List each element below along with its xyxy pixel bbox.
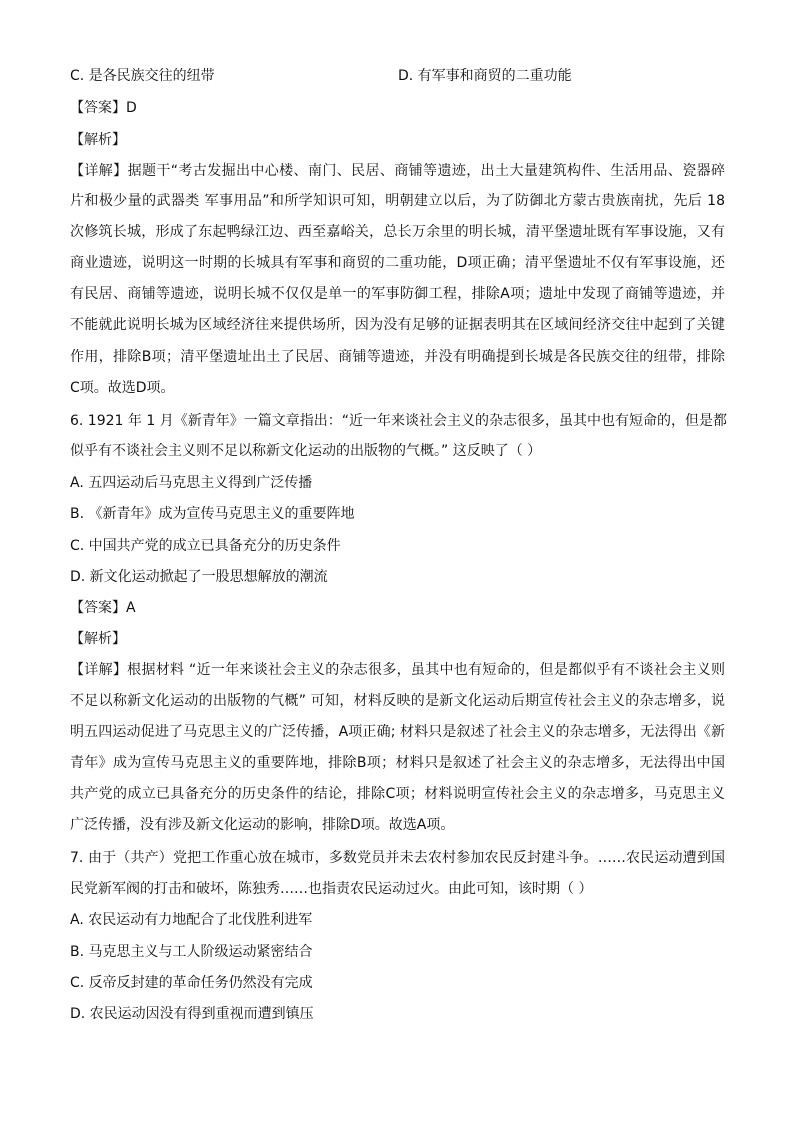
q5-answer: 【答案】D <box>70 100 137 116</box>
q5-option-d: D. 有军事和商贸的二重功能 <box>398 68 572 84</box>
q6-option-b: B. 《新青年》成为宣传马克思主义的重要阵地 <box>70 506 355 522</box>
q5-detail-line: 次修筑长城，形成了东起鸭绿江边、西至嘉峪关，总长万余里的明长城，清平堡遗址既有军事设施，又有 <box>70 224 725 240</box>
q6-option-c: C. 中国共产党的成立已具备充分的历史条件 <box>70 538 341 554</box>
q5-detail-line: 片和极少量的武器类 军事用品”和所学知识可知，明朝建立以后，为了防御北方蒙古贵族南扰，先后 18 <box>70 193 725 209</box>
q6-stem-line: 6. 1921 年 1 月《新青年》一篇文章指出：“近一年来谈社会主义的杂志很多，虽其中也有短命的，但是都 <box>70 413 727 429</box>
q6-answer: 【答案】A <box>70 600 136 616</box>
q7-option-b: B. 马克思主义与工人阶级运动紧密结合 <box>70 944 313 960</box>
q7-option-a: A. 农民运动有力地配合了北伐胜利进军 <box>70 912 313 928</box>
q7-stem-line: 7. 由于（共产）党把工作重心放在城市，多数党员并未去农村参加农民反封建斗争。……农民运动遭到国 <box>70 850 725 866</box>
q5-detail-line: C项。故选D项。 <box>70 380 175 396</box>
q6-analysis-label: 【解析】 <box>70 631 126 647</box>
q5-detail-line: 【详解】据题干“考古发掘出中心楼、南门、民居、商铺等遗迹，出土大量建筑构件、生活用品、瓷器碎 <box>70 163 725 179</box>
q6-detail-line: 青年》成为宣传马克思主义的重要阵地，排除B项；材料只是叙述了社会主义的杂志增多，无法得出中国 <box>70 755 725 771</box>
q6-detail-line: 明五四运动促进了马克思主义的广泛传播，A项正确; 材料只是叙述了社会主义的杂志增多，无法得出《新 <box>70 724 725 740</box>
q6-stem-line: 似乎有不谈社会主义则不足以称新文化运动的出版物的气概。” 这反映了（ ） <box>70 443 542 459</box>
q5-detail-line: 作用，排除B项；清平堡遗址出土了民居、商铺等遗迹，并没有明确提到长城是各民族交往的纽带，排除 <box>70 349 725 365</box>
q7-stem-line: 民党新军阀的打击和破坏，陈独秀……也指责农民运动过火。由此可知，该时期（ ） <box>70 881 593 897</box>
q5-detail-line: 不能就此说明长城为区域经济往来提供场所，因为没有足够的证据表明其在区域间经济交往中起到了关键 <box>70 317 725 333</box>
q5-option-c: C. 是各民族交往的纽带 <box>70 68 215 84</box>
q7-option-c: C. 反帝反封建的革命任务仍然没有完成 <box>70 975 313 991</box>
q6-detail-line: 广泛传播，没有涉及新文化运动的影响，排除D项。故选A项。 <box>70 817 455 833</box>
q5-analysis-label: 【解析】 <box>70 132 126 148</box>
q6-detail-line: 不足以称新文化运动的出版物的气概” 可知，材料反映的是新文化运动后期宣传社会主义的杂志增多，说 <box>70 693 725 709</box>
q6-option-a: A. 五四运动后马克思主义得到广泛传播 <box>70 475 313 491</box>
q7-option-d: D. 农民运动因没有得到重视而遭到镇压 <box>70 1006 314 1022</box>
q5-detail-line: 有民居、商铺等遗迹，说明长城不仅仅是单一的军事防御工程，排除A项；遗址中发现了商铺等遗迹，并 <box>70 286 725 302</box>
q6-detail-line: 共产党的成立已具备充分的历史条件的结论，排除C项；材料说明宣传社会主义的杂志增多，马克思主义 <box>70 786 725 802</box>
q6-detail-line: 【详解】根据材料 “近一年来谈社会主义的杂志很多，虽其中也有短命的，但是都似乎有不谈社会主义则 <box>70 662 725 678</box>
q6-option-d: D. 新文化运动掀起了一股思想解放的潮流 <box>70 569 328 585</box>
q5-detail-line: 商业遗迹，说明这一时期的长城具有军事和商贸的二重功能，D项正确；清平堡遗址不仅有军事设施，还 <box>70 255 725 271</box>
